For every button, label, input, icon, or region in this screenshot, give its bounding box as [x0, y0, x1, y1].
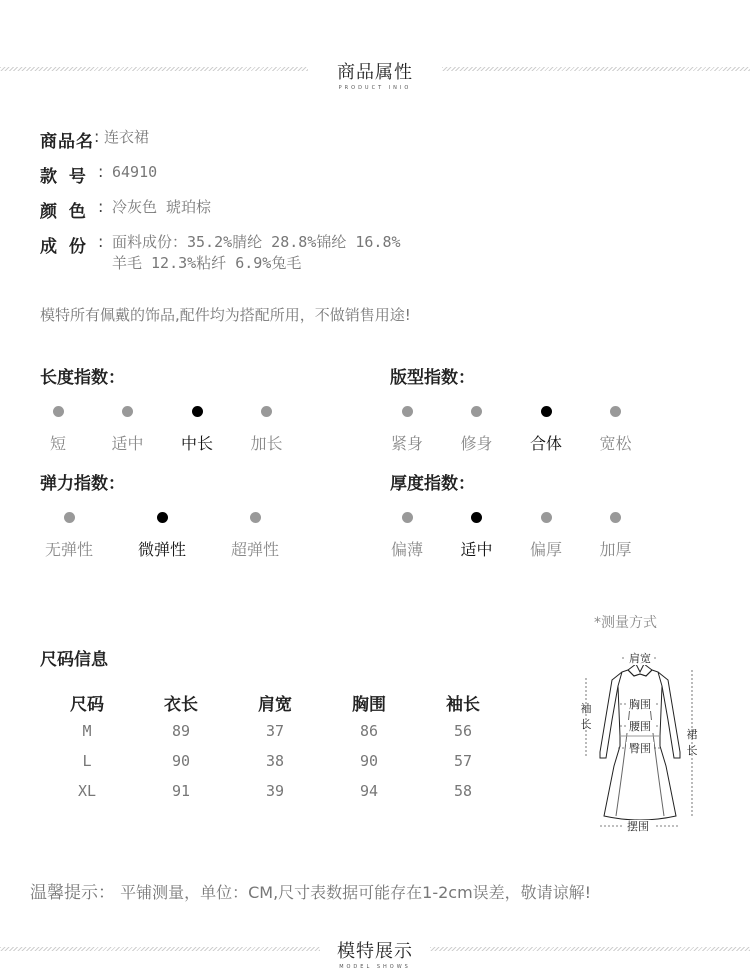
elastic-option-label: 微弹性	[137, 540, 186, 559]
warm-tip	[30, 878, 591, 903]
measure-hip: 臀围	[629, 742, 651, 755]
fit-option-dot	[541, 406, 552, 417]
attr-colon: :	[98, 162, 104, 181]
thickness-option-label: 加厚	[599, 540, 632, 559]
attr-name-row	[40, 127, 149, 152]
thickness-option-dot	[402, 512, 413, 523]
header-length: 衣长	[164, 694, 198, 715]
fit-index-title: 版型指数：	[390, 368, 475, 388]
fit-option-label: 合体	[529, 434, 562, 453]
elastic-option-label: 超弹性	[230, 540, 279, 559]
length-option-label: 中长	[180, 434, 213, 453]
fit-option-dot	[471, 406, 482, 417]
thickness-option-label: 适中	[460, 540, 493, 559]
tip-head: 温馨提示：	[30, 883, 115, 903]
section-subtitle: PRODUCT INIO	[338, 85, 412, 91]
header-shoulder: 肩宽	[258, 694, 292, 715]
size-table-header	[40, 688, 510, 716]
header-size: 尺码	[70, 694, 104, 715]
cell: XL	[77, 782, 97, 800]
attr-style-row	[40, 162, 157, 187]
accessory-notice: 模特所有佩戴的饰品,配件均为搭配所用，不做销售用途!	[40, 306, 411, 324]
measure-skirt-2: 长	[686, 744, 698, 757]
attr-name-value: 连衣裙	[104, 128, 150, 146]
table-row	[40, 776, 510, 806]
attr-style-label: 款 号	[40, 167, 87, 187]
cell: 94	[359, 782, 379, 800]
attr-color-row	[40, 197, 211, 222]
thickness-index-title: 厚度指数：	[390, 474, 475, 494]
header-sleeve: 袖长	[446, 694, 480, 715]
cell: 90	[359, 752, 379, 770]
attr-style-value: 64910	[112, 163, 158, 181]
attr-comp-line1: 面料成份：35.2%腈纶 28.8%锦纶 16.8%	[112, 233, 401, 251]
measure-skirt-1: 裙	[686, 728, 698, 741]
attr-comp-line2: 羊毛 12.3%粘纤 6.9%兔毛	[112, 254, 302, 272]
length-option-dot	[192, 406, 203, 417]
attr-color-label: 颜 色	[40, 202, 87, 222]
measure-method-label: *测量方式	[594, 615, 657, 631]
measure-waist: 腰围	[629, 720, 651, 733]
thickness-option-label: 偏薄	[390, 540, 423, 559]
cell: 90	[171, 752, 191, 770]
length-index-title: 长度指数：	[40, 368, 125, 388]
size-table	[40, 688, 510, 806]
length-option-dot	[122, 406, 133, 417]
cell: 58	[453, 782, 473, 800]
cell: 39	[265, 782, 285, 800]
fit-option-label: 修身	[460, 434, 493, 453]
cell: L	[82, 752, 92, 770]
attr-color-value: 冷灰色 琥珀棕	[112, 198, 212, 216]
fit-option-label: 紧身	[390, 434, 423, 453]
cell: 86	[359, 722, 379, 740]
measure-chest: 胸围	[629, 698, 651, 711]
attr-colon: :	[94, 127, 100, 146]
fit-option-label: 宽松	[599, 434, 632, 453]
attr-comp-label: 成 份	[40, 237, 87, 257]
cell: 37	[265, 722, 285, 740]
fit-option-dot	[610, 406, 621, 417]
measure-sleeve-2: 长	[580, 718, 592, 731]
measure-sleeve-1: 袖	[580, 702, 592, 715]
size-info-title: 尺码信息	[40, 650, 108, 670]
header-chest: 胸围	[352, 694, 386, 715]
dress-measure-diagram	[576, 646, 706, 836]
thickness-option-dot	[610, 512, 621, 523]
elastic-option-dot	[250, 512, 261, 523]
attr-colon: :	[98, 232, 104, 251]
elastic-option-dot	[64, 512, 75, 523]
attr-name-label: 商品名	[40, 132, 94, 152]
tip-body: 平铺测量，单位：CM,尺寸表数据可能存在1-2cm误差，敬请谅解!	[115, 883, 592, 902]
length-option-label: 短	[49, 434, 66, 453]
cell: 89	[171, 722, 191, 740]
attr-colon: :	[98, 197, 104, 216]
elastic-option-label: 无弹性	[44, 540, 93, 559]
fit-option-dot	[402, 406, 413, 417]
table-row	[40, 716, 510, 746]
length-option-dot	[53, 406, 64, 417]
elastic-index-title: 弹力指数：	[40, 474, 125, 494]
elastic-option-dot	[157, 512, 168, 523]
table-row	[40, 746, 510, 776]
section-title: 商品属性	[337, 62, 413, 83]
attr-composition-row	[40, 232, 401, 274]
thickness-option-dot	[541, 512, 552, 523]
length-option-label: 适中	[111, 434, 144, 453]
length-option-dot	[261, 406, 272, 417]
thickness-option-dot	[471, 512, 482, 523]
model-show-title: 模特展示	[337, 941, 413, 962]
cell: 56	[453, 722, 473, 740]
cell: 38	[265, 752, 285, 770]
measure-shoulder: 肩宽	[629, 652, 651, 665]
model-show-subtitle: MODEL SHOWS	[339, 964, 411, 970]
cell: 57	[453, 752, 473, 770]
measure-hem: 摆围	[627, 820, 649, 833]
cell: M	[82, 722, 92, 740]
cell: 91	[171, 782, 191, 800]
thickness-option-label: 偏厚	[529, 540, 562, 559]
length-option-label: 加长	[250, 434, 283, 453]
